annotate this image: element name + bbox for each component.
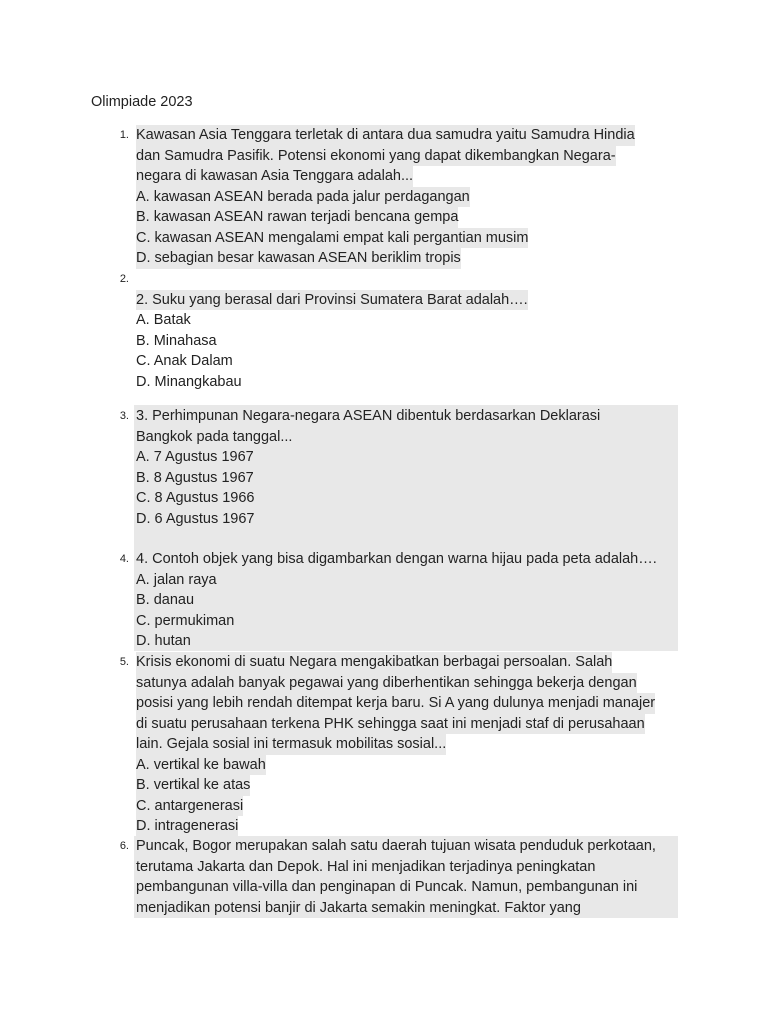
question-text: menjadikan potensi banjir di Jakarta semakin meningkat. Faktor yang <box>136 899 581 916</box>
option-c: C. antargenerasi <box>136 796 243 817</box>
option-c: C. permukiman <box>136 612 235 629</box>
question-number: 4. <box>119 553 129 565</box>
question-text: 4. Contoh objek yang bisa digambarkan dengan warna hijau pada peta adalah…. <box>136 551 657 567</box>
question-text: pembangunan villa-villa dan penginapan di Puncak. Namun, pembangunan ini <box>136 879 638 895</box>
option-b: B. vertikal ke atas <box>136 775 250 796</box>
question-text: di suatu perusahaan terkena PHK sehingga saat ini menjadi staf di perusahaan <box>136 714 645 735</box>
question-text: negara di kawasan Asia Tenggara adalah... <box>136 166 413 187</box>
document-title: Olimpiade 2023 <box>91 94 193 110</box>
question-number: 6. <box>119 840 129 852</box>
option-d: D. Minangkabau <box>136 373 242 390</box>
option-b: B. danau <box>136 592 195 608</box>
question-text: Bangkok pada tanggal... <box>136 428 293 445</box>
question-text: 3. Perhimpunan Negara-negara ASEAN dibentuk berdasarkan Deklarasi <box>136 408 601 424</box>
question-text: Kawasan Asia Tenggara terletak di antara dua samudra yaitu Samudra Hindia <box>136 125 635 146</box>
question-text: posisi yang lebih rendah ditempat kerja baru. Si A yang dulunya menjadi manajer <box>136 693 655 714</box>
option-a: A. vertikal ke bawah <box>136 755 266 776</box>
question-number: 1. <box>119 129 129 141</box>
option-c: C. kawasan ASEAN mengalami empat kali pergantian musim <box>136 228 528 249</box>
question-number: 2. <box>119 273 129 285</box>
option-a: A. jalan raya <box>136 571 217 588</box>
option-b: B. kawasan ASEAN rawan terjadi bencana gempa <box>136 207 458 228</box>
option-c: C. Anak Dalam <box>136 353 233 369</box>
option-a: A. Batak <box>136 312 191 328</box>
option-d: D. hutan <box>136 633 191 649</box>
question-text: Puncak, Bogor merupakan salah satu daerah tujuan wisata penduduk perkotaan, <box>136 838 656 854</box>
option-d: D. 6 Agustus 1967 <box>136 510 255 527</box>
option-b: B. Minahasa <box>136 332 217 349</box>
option-d: D. intragenerasi <box>136 816 238 837</box>
question-text: Krisis ekonomi di suatu Negara mengakibatkan berbagai persoalan. Salah <box>136 652 612 673</box>
option-a: A. 7 Agustus 1967 <box>136 449 254 465</box>
option-c: C. 8 Agustus 1966 <box>136 490 255 506</box>
option-a: A. kawasan ASEAN berada pada jalur perdagangan <box>136 187 470 208</box>
question-text: lain. Gejala sosial ini termasuk mobilitas sosial... <box>136 734 446 755</box>
question-text: dan Samudra Pasifik. Potensi ekonomi yang dapat dikembangkan Negara- <box>136 146 616 167</box>
question-text: 2. Suku yang berasal dari Provinsi Sumatera Barat adalah…. <box>136 290 528 311</box>
question-text: satunya adalah banyak pegawai yang diberhentikan sehingga bekerja dengan <box>136 673 637 694</box>
option-d: D. sebagian besar kawasan ASEAN beriklim tropis <box>136 248 461 269</box>
question-number: 5. <box>119 656 129 668</box>
question-number: 3. <box>119 410 129 422</box>
option-b: B. 8 Agustus 1967 <box>136 469 254 486</box>
question-text: terutama Jakarta dan Depok. Hal ini menjadikan terjadinya peningkatan <box>136 858 596 875</box>
